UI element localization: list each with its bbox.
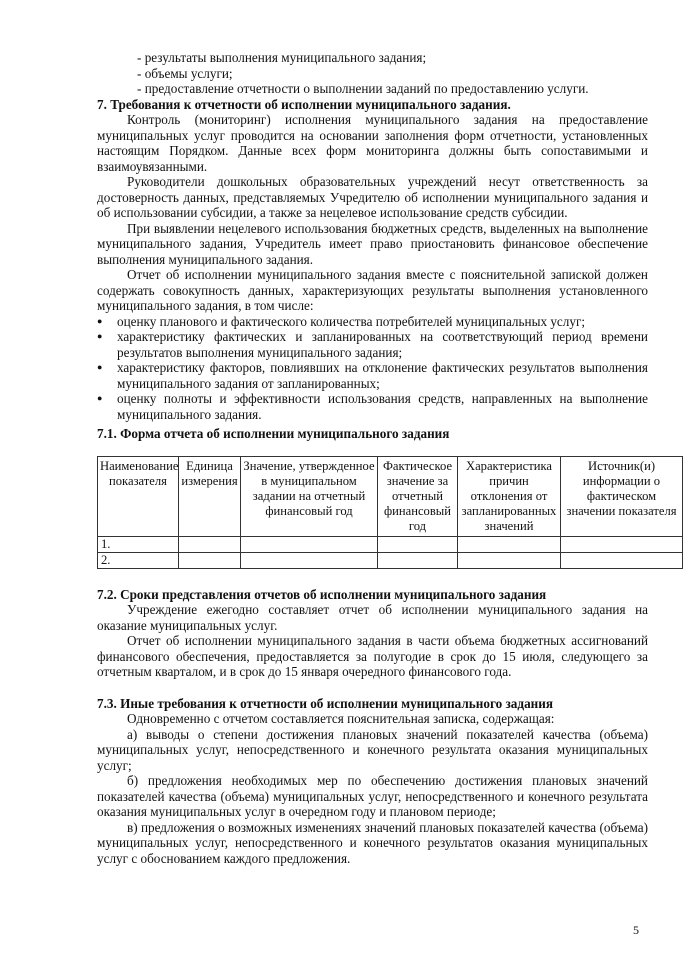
table-header-cell: Фактическое значение за отчетный финансовый год — [378, 456, 458, 536]
table-header-cell: Единица измерения — [179, 456, 241, 536]
list-item: ● оценку полноты и эффективности использования средств, направленных на выполнение муниципального задания. — [97, 391, 648, 422]
table-cell — [241, 536, 378, 552]
section-7-3-paragraph: а) выводы о степени достижения плановых значений показателей качества (объема) муниципальных услуг, непосредственного и конечного результата оказания муниципальных услуг; — [97, 726, 648, 773]
page-number: 5 — [633, 923, 639, 937]
table-cell — [378, 536, 458, 552]
section-7-1-heading: 7.1. Форма отчета об исполнении муниципального задания — [97, 426, 450, 441]
section-7-paragraph: При выявлении нецелевого использования бюджетных средств, выделенных на выполнение муниципального задания, Учредитель имеет право приостановить финансовое обеспечение выполнения муниципального задания. — [97, 220, 648, 267]
intro-item: - объемы услуги; — [137, 65, 233, 81]
section-7-3-paragraph: б) предложения необходимых мер по обеспечению достижения плановых значений показателей качества (объема) муниципальных услуг, непосредственного и конечного результата оказания муниципальных услуг в очередном году и плановом периоде; — [97, 773, 648, 819]
table-cell — [458, 552, 561, 568]
table-row — [98, 536, 683, 552]
section-7-2-heading: 7.2. Сроки представления отчетов об исполнении муниципального задания — [97, 586, 547, 602]
section-7-paragraph: Отчет об исполнении муниципального задания вместе с пояснительной запиской должен содержать совокупность данных, характеризующих результаты выполнения установленного муниципального задания, в том числе: — [97, 267, 648, 313]
list-item: ● характеристику фактических и запланированных на соответствующий период времени результатов выполнения муниципального задания; — [97, 329, 648, 360]
section-7-paragraph: Контроль (мониторинг) исполнения муниципального задания на предоставление муниципальных услуг проводится на основании заполнения форм отчетности, установленных настоящим Порядком. Данные всех форм мониторинга должны быть сопоставимыми и взаимоувязанными. — [97, 112, 648, 174]
section-7-2-paragraph: Отчет об исполнении муниципального задания в части объема бюджетных ассигнований финансового обеспечения, предоставляется за полугодие в срок до 15 июля, следующего за отчетным кварталом, и в срок до 15 января очередного финансового года. — [97, 633, 648, 679]
table-header-cell: Значение, утвержденное в муниципальном задании на отчетный финансовый год — [241, 456, 378, 536]
section-7-2-paragraph: Учреждение ежегодно составляет отчет об исполнении муниципального задания на оказание муниципальных услуг. — [97, 602, 648, 633]
section-7-heading: 7. Требования к отчетности об исполнении муниципального задания. — [97, 96, 511, 112]
table-header-cell: Источник(и) информации о фактическом значении показателя — [561, 456, 683, 536]
list-item: ● характеристику факторов, повлиявших на отклонение фактических результатов выполнения муниципального задания от запланированных; — [97, 360, 648, 391]
table-cell — [378, 552, 458, 568]
row-number-cell: 1. — [98, 536, 179, 552]
table-cell — [241, 552, 378, 568]
section-7-3-heading: 7.3. Иные требования к отчетности об исполнении муниципального задания — [97, 695, 553, 711]
table-cell — [458, 536, 561, 552]
table-cell — [179, 536, 241, 552]
list-item: ● оценку планового и фактического количества потребителей муниципальных услуг; — [97, 314, 648, 330]
row-number-cell: 2. — [98, 552, 179, 568]
table-cell — [179, 552, 241, 568]
section-7-3-paragraph: Одновременно с отчетом составляется пояснительная записка, содержащая: — [127, 711, 555, 726]
table-cell — [561, 536, 683, 552]
report-form-table — [97, 456, 683, 569]
intro-item: - результаты выполнения муниципального задания; — [137, 50, 427, 65]
section-7-3-paragraph: в) предложения о возможных изменениях значений плановых показателей качества (объема) муниципальных услуг, непосредственного и конечного результатов оказания муниципальных услуг с обоснованием каждого предложения. — [97, 819, 648, 866]
table-cell — [561, 552, 683, 568]
table-header-cell: Характеристика причин отклонения от запланированных значений — [458, 456, 561, 536]
table-header-cell: Наименование показателя — [98, 456, 179, 536]
intro-item: - предоставление отчетности о выполнении заданий по предоставлению услуги. — [137, 81, 589, 96]
section-7-paragraph: Руководители дошкольных образовательных учреждений несут ответственность за достоверность данных, представляемых Учредителю об исполнении муниципального задания и об использовании субсидии, а также за нецелевое использование средств субсидии. — [97, 174, 648, 220]
table-row — [98, 552, 683, 568]
report-content-list — [97, 314, 648, 423]
